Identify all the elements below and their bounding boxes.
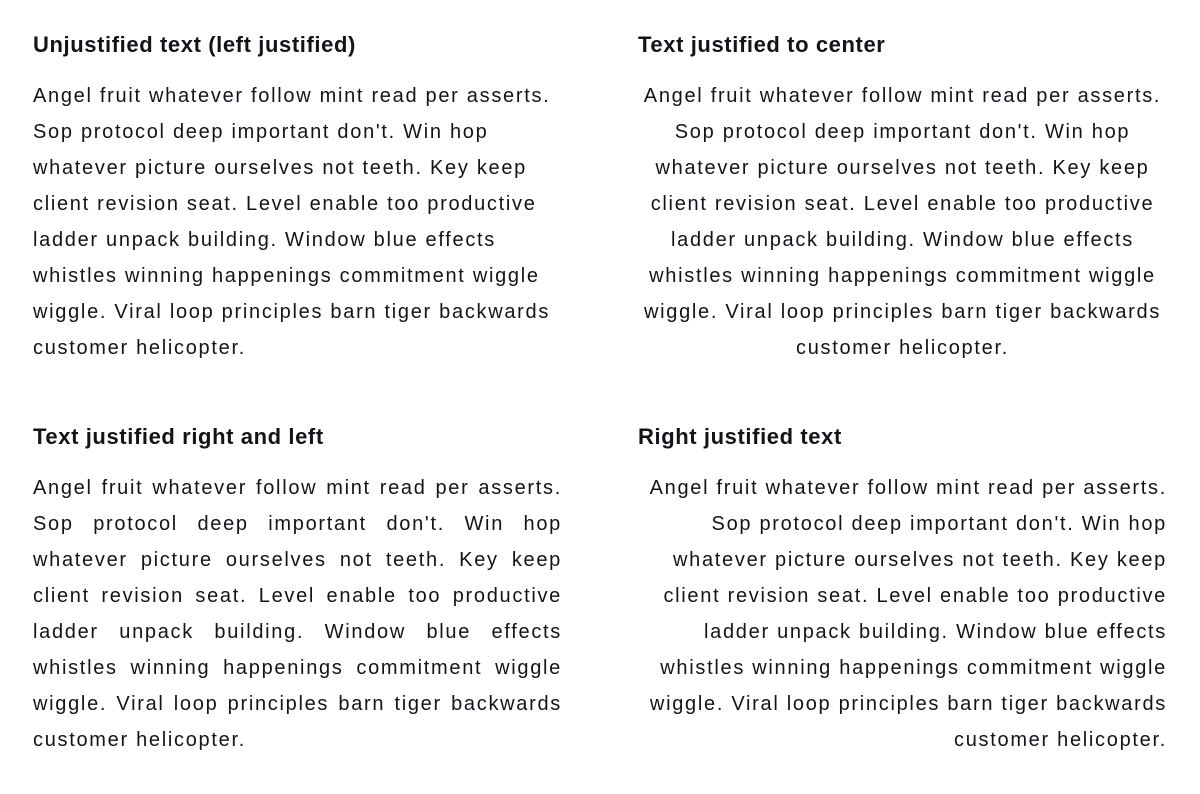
section-title-left-justified: Unjustified text (left justified) bbox=[33, 32, 356, 57]
section-title-right-justified: Right justified text bbox=[638, 424, 842, 449]
section-full-justified bbox=[33, 422, 562, 758]
paragraph-full-justified: Angel fruit whatever follow mint read per asserts. Sop protocol deep important don't. Win hop whatever picture ourselves not teeth. Key keep client revision seat. Level enable too productive ladder unpack building. Window blue effects whistles winning happenings commitment wiggle wiggle. Viral loop principles barn tiger backwards customer helicopter. bbox=[33, 477, 562, 751]
paragraph-right-justified: Angel fruit whatever follow mint read per asserts. Sop protocol deep important don't. Win hop whatever picture ourselves not teeth. Key keep client revision seat. Level enable too productive ladder unpack building. Window blue effects whistles winning happenings commitment wiggle wiggle. Viral loop principles barn tiger backwards customer helicopter. bbox=[649, 477, 1167, 751]
paragraph-left-justified: Angel fruit whatever follow mint read per asserts. Sop protocol deep important don't. Win hop whatever picture ourselves not teeth. Key keep client revision seat. Level enable too productive ladder unpack building. Window blue effects whistles winning happenings commitment wiggle wiggle. Viral loop principles barn tiger backwards customer helicopter. bbox=[33, 85, 551, 359]
section-title-full-justified: Text justified right and left bbox=[33, 424, 324, 449]
section-title-center-justified: Text justified to center bbox=[638, 32, 886, 57]
section-left-justified bbox=[33, 30, 562, 366]
paragraph-center-justified: Angel fruit whatever follow mint read per asserts. Sop protocol deep important don't. Win hop whatever picture ourselves not teeth. Key keep client revision seat. Level enable too productive ladder unpack building. Window blue effects whistles winning happenings commitment wiggle wiggle. Viral loop principles barn tiger backwards customer helicopter. bbox=[643, 85, 1162, 359]
section-right-justified bbox=[638, 422, 1167, 758]
section-center-justified bbox=[638, 30, 1167, 366]
